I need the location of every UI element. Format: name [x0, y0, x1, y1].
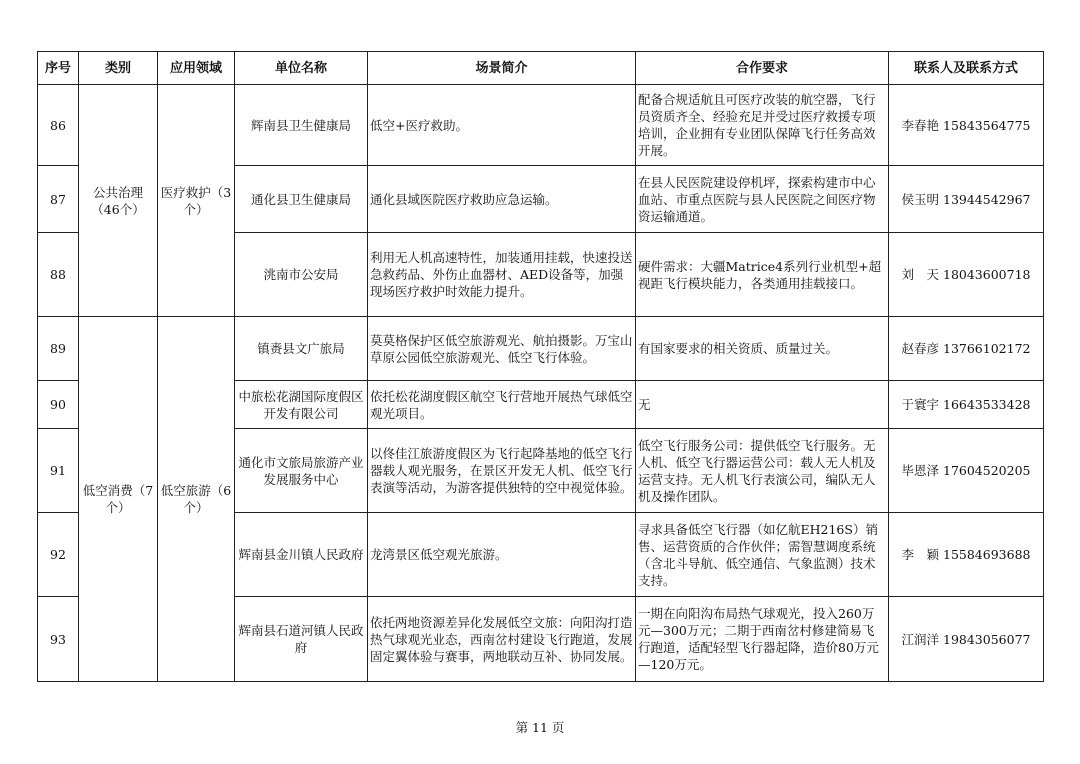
scene-cell: 以佟佳江旅游度假区为飞行起降基地的低空飞行器载人观光服务，在景区开发无人机、低空飞行表演等活动，为游客提供独特的空中视觉体验。 — [368, 429, 636, 513]
contact-cell: 李春艳 15843564775 — [889, 85, 1044, 166]
scene-cell: 通化县域医院医疗救助应急运输。 — [368, 166, 636, 233]
requirements-cell: 低空飞行服务公司：提供低空飞行服务。无人机、低空飞行器运营公司：载人无人机及运营支持。无人机飞行表演公司，编队无人机及操作团队。 — [636, 429, 889, 513]
category-cell — [79, 317, 158, 682]
contact-cell: 李 颖 15584693688 — [889, 513, 1044, 597]
scene-cell: 依托两地资源差异化发展低空文旅：向阳沟打造热气球观光业态，西南岔村建设飞行跑道，发展固定翼体验与赛事，两地联动互补、协同发展。 — [368, 597, 636, 682]
requirements-cell: 硬件需求：大疆Matrice4系列行业机型+超视距飞行模块能力，各类通用挂载接口。 — [636, 233, 889, 317]
category-text: 公共治理（46个） — [91, 184, 145, 217]
project-table — [37, 51, 1044, 682]
table-row — [38, 85, 1044, 166]
header-field: 应用领域 — [158, 52, 235, 85]
row-number: 93 — [38, 597, 79, 682]
unit-cell: 通化市文旅局旅游产业发展服务中心 — [235, 429, 368, 513]
unit-cell: 通化县卫生健康局 — [235, 166, 368, 233]
row-number: 89 — [38, 317, 79, 381]
header-category: 类别 — [79, 52, 158, 85]
header-unit: 单位名称 — [235, 52, 368, 85]
unit-cell: 辉南县金川镇人民政府 — [235, 513, 368, 597]
field-text: 医疗救护（3个） — [160, 184, 232, 217]
unit-cell: 镇赉县文广旅局 — [235, 317, 368, 381]
header-requirements: 合作要求 — [636, 52, 889, 85]
row-number: 91 — [38, 429, 79, 513]
field-cell — [158, 317, 235, 682]
requirements-cell: 一期在向阳沟布局热气球观光，投入260万元—300万元；二期于西南岔村修建简易飞行跑道，适配轻型飞行器起降，造价80万元—120万元。 — [636, 597, 889, 682]
unit-cell: 洮南市公安局 — [235, 233, 368, 317]
unit-cell: 中旅松花湖国际度假区开发有限公司 — [235, 381, 368, 429]
scene-cell: 利用无人机高速特性，加装通用挂载，快速投送急救药品、外伤止血器材、AED设备等，加强现场医疗救护时效能力提升。 — [368, 233, 636, 317]
page-number: 第 11 页 — [515, 720, 565, 735]
unit-cell: 辉南县石道河镇人民政府 — [235, 597, 368, 682]
row-number: 87 — [38, 166, 79, 233]
requirements-cell: 在县人民医院建设停机坪，探索构建市中心血站、市重点医院与县人民医院之间医疗物资运输通道。 — [636, 166, 889, 233]
row-number: 86 — [38, 85, 79, 166]
requirements-cell: 寻求具备低空飞行器（如亿航EH216S）销售、运营资质的合作伙伴；需智慧调度系统（含北斗导航、低空通信、气象监测）技术支持。 — [636, 513, 889, 597]
field-cell — [158, 85, 235, 317]
requirements-cell: 无 — [636, 381, 889, 429]
requirements-cell: 有国家要求的相关资质、质量过关。 — [636, 317, 889, 381]
contact-cell: 毕恩泽 17604520205 — [889, 429, 1044, 513]
contact-cell: 于寰宇 16643533428 — [889, 381, 1044, 429]
contact-cell: 刘 天 18043600718 — [889, 233, 1044, 317]
contact-cell: 赵春彦 13766102172 — [889, 317, 1044, 381]
table-header-row — [38, 52, 1044, 85]
row-number: 92 — [38, 513, 79, 597]
scene-cell: 依托松花湖度假区航空飞行营地开展热气球低空观光项目。 — [368, 381, 636, 429]
requirements-cell: 配备合规适航且可医疗改装的航空器，飞行员资质齐全、经验充足并受过医疗救援专项培训，企业拥有专业团队保障飞行任务高效开展。 — [636, 85, 889, 166]
scene-cell: 龙湾景区低空观光旅游。 — [368, 513, 636, 597]
contact-cell: 江润洋 19843056077 — [889, 597, 1044, 682]
category-cell — [79, 85, 158, 317]
row-number: 90 — [38, 381, 79, 429]
scene-cell: 莫莫格保护区低空旅游观光、航拍摄影。万宝山草原公园低空旅游观光、低空飞行体验。 — [368, 317, 636, 381]
row-number: 88 — [38, 233, 79, 317]
header-contact: 联系人及联系方式 — [889, 52, 1044, 85]
header-scene: 场景简介 — [368, 52, 636, 85]
contact-cell: 侯玉明 13944542967 — [889, 166, 1044, 233]
scene-cell: 低空+医疗救助。 — [368, 85, 636, 166]
table-row — [38, 317, 1044, 381]
field-text: 低空旅游（6个） — [160, 483, 232, 515]
unit-cell: 辉南县卫生健康局 — [235, 85, 368, 166]
header-seq: 序号 — [38, 52, 79, 85]
category-text: 低空消费（7个） — [82, 483, 154, 515]
